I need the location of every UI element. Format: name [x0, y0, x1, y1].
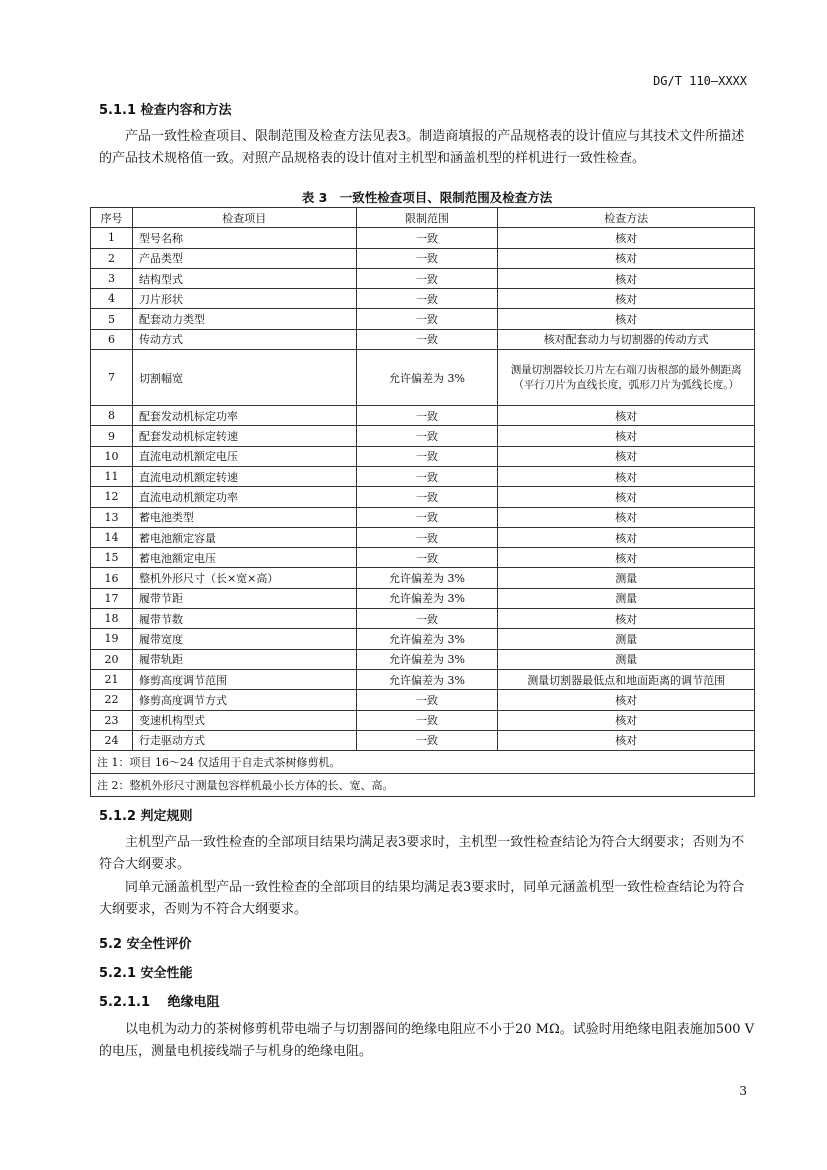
cell-no: 24 [91, 730, 133, 750]
cell-method: 核对 [498, 548, 755, 568]
table-note-1: 注 1：项目 16～24 仅适用于自走式茶树修剪机。 [91, 751, 755, 774]
cell-item: 刀片形状 [132, 289, 356, 309]
cell-limit: 允许偏差为 3% [356, 629, 498, 649]
cell-item: 修剪高度调节范围 [132, 669, 356, 689]
section-5-2-1-1-paragraph: 以电机为动力的茶树修剪机带电端子与切割器间的绝缘电阻应不小于20 MΩ。试验时用绝缘电阻表施加500 V的电压，测量电机接线端子与机身的绝缘电阻。 [99, 1022, 755, 1059]
cell-item: 传动方式 [132, 329, 356, 349]
table-row [91, 527, 755, 547]
section-5-1-2-paragraph-2: 同单元涵盖机型产品一致性检查的全部项目的结果均满足表3要求时，同单元涵盖机型一致性检查结论为符合大纲要求，否则为不符合大纲要求。 [99, 880, 745, 917]
table-row [91, 507, 755, 527]
document-code: DG/T 110—XXXX [653, 74, 747, 88]
cell-item: 蓄电池额定容量 [132, 527, 356, 547]
header-limit: 限制范围 [356, 208, 498, 228]
cell-method: 核对 [498, 487, 755, 507]
cell-method: 核对 [498, 609, 755, 629]
header-no: 序号 [91, 208, 133, 228]
table-note-row [91, 751, 755, 774]
table-row [91, 248, 755, 268]
cell-no: 13 [91, 507, 133, 527]
cell-limit: 一致 [356, 527, 498, 547]
cell-item: 配套发动机标定功率 [132, 406, 356, 426]
cell-item: 切割幅宽 [132, 350, 356, 406]
cell-limit: 一致 [356, 466, 498, 486]
cell-limit: 一致 [356, 426, 498, 446]
section-5-1-1-paragraph: 产品一致性检查项目、限制范围及检查方法见表3。制造商填报的产品规格表的设计值应与其技术文件所描述的产品技术规格值一致。对照产品规格表的设计值对主机型和涵盖机型的样机进行一致性检查。 [99, 129, 745, 166]
cell-limit: 一致 [356, 309, 498, 329]
table-row [91, 568, 755, 588]
cell-limit: 一致 [356, 329, 498, 349]
cell-no: 21 [91, 669, 133, 689]
cell-no: 18 [91, 609, 133, 629]
table-row [91, 669, 755, 689]
table-row [91, 609, 755, 629]
cell-item: 直流电动机额定功率 [132, 487, 356, 507]
table-row [91, 228, 755, 248]
cell-method: 核对 [498, 289, 755, 309]
cell-item: 直流电动机额定转速 [132, 466, 356, 486]
cell-limit: 允许偏差为 3% [356, 350, 498, 406]
cell-no: 16 [91, 568, 133, 588]
cell-no: 17 [91, 588, 133, 608]
cell-item: 整机外形尺寸（长×宽×高） [132, 568, 356, 588]
cell-method: 核对 [498, 690, 755, 710]
cell-no: 23 [91, 710, 133, 730]
cell-limit: 一致 [356, 548, 498, 568]
table-header-row [91, 208, 755, 228]
section-5-1-2-paragraph-1: 主机型产品一致性检查的全部项目结果均满足表3要求时，主机型一致性检查结论为符合大纲要求；否则为不符合大纲要求。 [99, 835, 745, 872]
cell-no: 3 [91, 268, 133, 288]
cell-item: 蓄电池额定电压 [132, 548, 356, 568]
table-row [91, 268, 755, 288]
cell-method: 核对配套动力与切割器的传动方式 [498, 329, 755, 349]
cell-no: 14 [91, 527, 133, 547]
cell-item: 行走驱动方式 [132, 730, 356, 750]
table-note-row [91, 774, 755, 797]
cell-method: 核对 [498, 268, 755, 288]
cell-method: 核对 [498, 527, 755, 547]
cell-no: 10 [91, 446, 133, 466]
cell-no: 15 [91, 548, 133, 568]
cell-limit: 一致 [356, 710, 498, 730]
cell-limit: 一致 [356, 730, 498, 750]
section-5-2-1-1-heading: 5.2.1.1 绝缘电阻 [99, 995, 220, 1010]
section-5-1-1-heading: 5.1.1 检查内容和方法 [99, 103, 232, 118]
cell-no: 1 [91, 228, 133, 248]
cell-item: 履带节距 [132, 588, 356, 608]
cell-method: 核对 [498, 446, 755, 466]
cell-method: 核对 [498, 466, 755, 486]
cell-limit: 一致 [356, 268, 498, 288]
cell-method: 测量 [498, 629, 755, 649]
cell-limit: 一致 [356, 446, 498, 466]
table-row [91, 350, 755, 406]
cell-no: 6 [91, 329, 133, 349]
cell-method: 核对 [498, 228, 755, 248]
cell-no: 7 [91, 350, 133, 406]
table-row [91, 629, 755, 649]
cell-item: 配套动力类型 [132, 309, 356, 329]
table-row [91, 548, 755, 568]
cell-limit: 一致 [356, 406, 498, 426]
table-row [91, 329, 755, 349]
consistency-check-table [90, 207, 755, 797]
table-caption: 表 3 一致性检查项目、限制范围及检查方法 [301, 190, 553, 205]
table-row [91, 690, 755, 710]
cell-item: 履带节数 [132, 609, 356, 629]
cell-no: 5 [91, 309, 133, 329]
cell-no: 11 [91, 466, 133, 486]
cell-item: 产品类型 [132, 248, 356, 268]
cell-method: 测量切割器较长刀片左右端刀齿根部的最外侧距离（平行刀片为直线长度，弧形刀片为弧线长度。） [498, 350, 755, 406]
cell-no: 19 [91, 629, 133, 649]
cell-method: 测量 [498, 588, 755, 608]
cell-item: 型号名称 [132, 228, 356, 248]
cell-item: 蓄电池类型 [132, 507, 356, 527]
section-5-1-2-heading: 5.1.2 判定规则 [99, 809, 193, 824]
cell-limit: 允许偏差为 3% [356, 669, 498, 689]
table-row [91, 289, 755, 309]
cell-item: 修剪高度调节方式 [132, 690, 356, 710]
table-row [91, 406, 755, 426]
header-item: 检查项目 [132, 208, 356, 228]
cell-no: 12 [91, 487, 133, 507]
cell-no: 8 [91, 406, 133, 426]
cell-limit: 一致 [356, 487, 498, 507]
table-row [91, 730, 755, 750]
cell-method: 测量 [498, 568, 755, 588]
section-5-2-1-heading: 5.2.1 安全性能 [99, 966, 193, 981]
cell-limit: 一致 [356, 690, 498, 710]
cell-limit: 一致 [356, 248, 498, 268]
cell-item: 变速机构型式 [132, 710, 356, 730]
cell-item: 配套发动机标定转速 [132, 426, 356, 446]
cell-limit: 一致 [356, 228, 498, 248]
cell-no: 20 [91, 649, 133, 669]
cell-limit: 允许偏差为 3% [356, 588, 498, 608]
cell-item: 直流电动机额定电压 [132, 446, 356, 466]
cell-no: 2 [91, 248, 133, 268]
table-note-2: 注 2：整机外形尺寸测量包容样机最小长方体的长、宽、高。 [91, 774, 755, 797]
table-row [91, 487, 755, 507]
cell-method: 测量切割器最低点和地面距离的调节范围 [498, 669, 755, 689]
table-row [91, 588, 755, 608]
cell-no: 9 [91, 426, 133, 446]
cell-method: 核对 [498, 710, 755, 730]
table-row [91, 309, 755, 329]
cell-no: 22 [91, 690, 133, 710]
cell-limit: 一致 [356, 289, 498, 309]
cell-item: 履带轨距 [132, 649, 356, 669]
table-row [91, 426, 755, 446]
cell-limit: 允许偏差为 3% [356, 649, 498, 669]
table-row [91, 649, 755, 669]
cell-item: 履带宽度 [132, 629, 356, 649]
cell-limit: 一致 [356, 507, 498, 527]
cell-method: 核对 [498, 507, 755, 527]
cell-limit: 一致 [356, 609, 498, 629]
cell-method: 核对 [498, 248, 755, 268]
cell-no: 4 [91, 289, 133, 309]
table-row [91, 466, 755, 486]
cell-item: 结构型式 [132, 268, 356, 288]
table-row [91, 710, 755, 730]
header-method: 检查方法 [498, 208, 755, 228]
cell-method: 测量 [498, 649, 755, 669]
cell-method: 核对 [498, 406, 755, 426]
cell-method: 核对 [498, 426, 755, 446]
cell-method: 核对 [498, 730, 755, 750]
cell-method: 核对 [498, 309, 755, 329]
table-row [91, 446, 755, 466]
page-number: 3 [739, 1084, 747, 1098]
section-5-2-heading: 5.2 安全性评价 [99, 937, 192, 952]
cell-limit: 允许偏差为 3% [356, 568, 498, 588]
